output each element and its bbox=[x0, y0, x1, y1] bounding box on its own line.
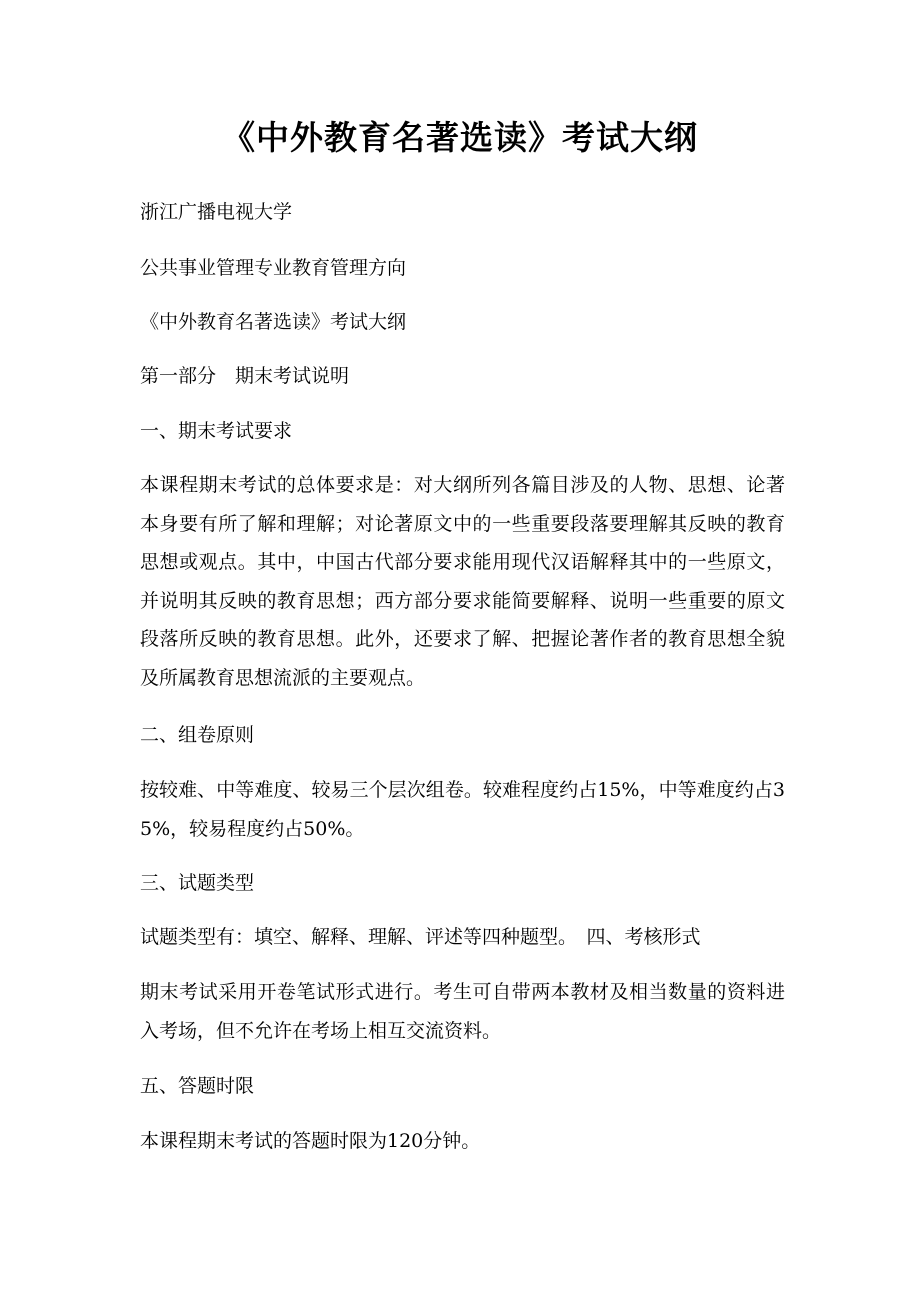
section-heading-time: 五、答题时限 bbox=[140, 1075, 255, 1097]
section-heading-types: 三、试题类型 bbox=[140, 872, 255, 894]
section-body-types: 试题类型有：填空、解释、理解、评述等四种题型。 四、考核形式 bbox=[140, 926, 701, 948]
major-name: 公共事业管理专业教育管理方向 bbox=[140, 257, 407, 279]
university-name: 浙江广播电视大学 bbox=[140, 201, 293, 223]
section-body-requirements: 本课程期末考试的总体要求是：对大纲所列各篇目涉及的人物、思想、论著本身要有所了解和理解；对论著原文中的一些重要段落要理解其反映的教育思想或观点。其中，中国古代部分要求能用现代汉语解释其中的一些原文，并说明其反映的教育思想；西方部分要求能简要解释、说明一些重要的原文段落所反映的教育思想。此外，还要求了解、把握论著作者的教育思想全貌及所属教育思想流派的主要观点。 bbox=[140, 474, 785, 689]
section-body-time: 本课程期末考试的答题时限为120分钟。 bbox=[140, 1130, 481, 1152]
section-body-principles: 按较难、中等难度、较易三个层次组卷。较难程度约占15%，中等难度约占35%，较易程度约占50%。 bbox=[140, 779, 785, 840]
part-heading: 第一部分 期末考试说明 bbox=[140, 365, 350, 387]
section-heading-requirements: 一、期末考试要求 bbox=[140, 420, 293, 442]
section-heading-principles: 二、组卷原则 bbox=[140, 724, 255, 746]
document-title: 《中外教育名著选读》考试大纲 bbox=[222, 118, 698, 157]
section-body-form: 期末考试采用开卷笔试形式进行。考生可自带两本教材及相当数量的资料进入考场，但不允许在考场上相互交流资料。 bbox=[140, 981, 785, 1042]
outline-subtitle: 《中外教育名著选读》考试大纲 bbox=[140, 311, 407, 333]
